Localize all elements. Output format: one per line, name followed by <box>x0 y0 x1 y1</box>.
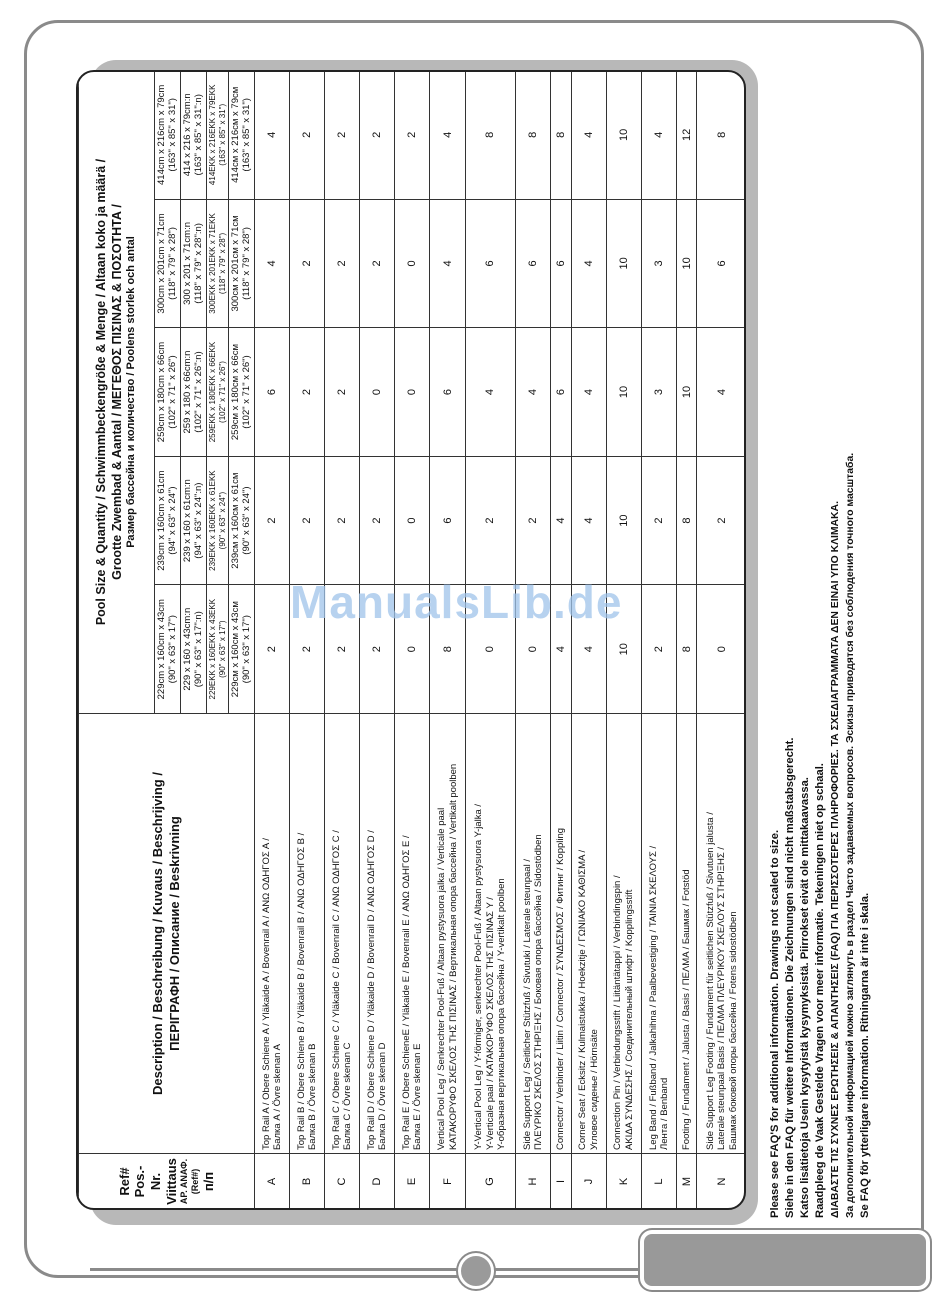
quantity-cell: 3 <box>641 328 676 457</box>
quantity-cell: 4 <box>697 328 746 457</box>
description-cell <box>641 714 676 1154</box>
quantity-cell: 3 <box>641 199 676 328</box>
quantity-cell: 2 <box>360 71 395 200</box>
table-row <box>430 71 465 1210</box>
size-cell: 259cm x 180cm x 66cm (102" x 71" x 26") <box>155 328 181 457</box>
description-line: Угловое сиденье / Hörnsäte <box>588 1029 600 1150</box>
description-line: Балка В / Övre skenan B <box>307 1043 319 1150</box>
quantity-cell: 0 <box>465 585 516 714</box>
table-row <box>325 71 360 1210</box>
footer-tab <box>640 1230 930 1290</box>
size-cell-gr: 300ΕΚΚ x 201ΕΚΚ x 71ΕΚΚ (118" x 79" x 28") <box>207 199 229 328</box>
size-cell-fi: 259 x 180 x 66cm:n (102" x 71" x 26":n) <box>181 328 207 457</box>
quantity-cell: 10 <box>676 328 696 457</box>
ref-cell: F <box>430 1154 465 1210</box>
pool-size-header-line: Pool Size & Quantity / Schwimmbeckengröße & Menge / Altaan koko ja määrä / <box>94 158 108 626</box>
ref-cell: D <box>360 1154 395 1210</box>
quantity-cell: 2 <box>290 328 325 457</box>
size-cell-fi: 300 x 201 x 71cm:n (118" x 79" x 28":n) <box>181 199 207 328</box>
table-row <box>697 71 746 1210</box>
description-line: Top Rail B / Obere Schiene B / Yläkaide B / Bovenrail B / ΑΝΩ ΟΔΗΓΟΣ Β / <box>295 832 307 1150</box>
size-cell-gr: 259ΕΚΚ x 180ΕΚΚ x 66ΕΚΚ (102" x 71" x 26") <box>207 328 229 457</box>
ref-cell: M <box>676 1154 696 1210</box>
ref-cell: J <box>571 1154 606 1210</box>
pool-size-header <box>79 71 155 714</box>
description-cell <box>551 714 571 1154</box>
size-cell: 300cm x 201cm x 71cm (118" x 79" x 28") <box>155 199 181 328</box>
quantity-cell: 2 <box>255 456 290 585</box>
description-line: Side Support Leg / Seitlicher Stützfuß / Sivutuki / Laterale steunpaal / <box>521 859 533 1150</box>
quantity-cell: 4 <box>551 585 571 714</box>
pool-size-header-line: Grootte Zwembad & Aantal / ΜΕΓΕΘΟΣ ΠΙΣΙΝΑΣ & ΠΟΣΟΤΗΤΑ / <box>109 204 124 580</box>
quantity-cell: 4 <box>571 71 606 200</box>
quantity-cell: 2 <box>325 328 360 457</box>
quantity-cell: 4 <box>571 585 606 714</box>
quantity-cell: 4 <box>430 199 465 328</box>
description-line: Башмак боковой опоры бассейна / Fotens sidostödben <box>727 911 739 1150</box>
quantity-cell: 4 <box>255 71 290 200</box>
description-header-line: ΠΕΡΙΓΡΑΦΗ / Описание / Beskrivning <box>166 816 182 1051</box>
quantity-cell: 4 <box>551 456 571 585</box>
table-row <box>516 71 551 1210</box>
description-line: ΠΛΕΥΡΙΚΟ ΣΚΕΛΟΣ ΣΤΗΡΙΞΗΣ / Боковая опора бассейна / Sidostödben <box>533 834 545 1150</box>
quantity-cell: 4 <box>516 328 551 457</box>
description-header <box>79 714 255 1154</box>
description-line: Top Rail C / Obere Schiene C / Yläkaide C / Bovenrail C / ΑΝΩ ΟΔΗΓΟΣ C / <box>330 830 342 1150</box>
description-line: Footing / Fundament / Jalusta / Basis / ΠΕΛΜΑ / Башмак / Fotstöd <box>680 869 692 1150</box>
quantity-cell: 6 <box>697 199 746 328</box>
parts-table <box>78 70 746 1210</box>
ref-header-line: ΑΡ. ΑΝΑΦ. <box>179 1158 190 1205</box>
quantity-cell: 2 <box>360 199 395 328</box>
quantity-cell: 2 <box>325 199 360 328</box>
quantity-cell: 8 <box>465 71 516 200</box>
note-line: Katso lisätietoja Usein kysytyistä kysymyksistä. Piirrokset eivät ole mittakaavassa. <box>799 777 811 1218</box>
pool-size-header-line: Размер бассейна и количество / Poolens storlek och antal <box>125 236 138 548</box>
description-cell <box>516 714 551 1154</box>
parts-table-rotated <box>78 70 746 1210</box>
description-line: Балка D / Övre skenan D <box>377 1042 389 1150</box>
note-line: За дополнительной информацией можно заглянуть в раздел Часто задаваемых вопросов. Эскизы приводятся без соблюдения точного масштаба. <box>845 452 856 1218</box>
quantity-cell: 2 <box>395 71 430 200</box>
description-line: Лента / Benband <box>658 1077 670 1150</box>
quantity-cell: 2 <box>255 585 290 714</box>
description-line: ΑΚΙΔΑ ΣΥΝΔΕΣΗΣ / Соединительный штифт / Kopplingsstift <box>623 889 635 1150</box>
table-row <box>465 71 516 1210</box>
quantity-cell: 2 <box>360 585 395 714</box>
quantity-cell: 0 <box>697 585 746 714</box>
size-cell-fi: 414 x 216 x 79cm:n (163" x 85" x 31":n) <box>181 71 207 200</box>
description-cell <box>255 714 290 1154</box>
quantity-cell: 4 <box>430 71 465 200</box>
table-row <box>255 71 290 1210</box>
footer-dot <box>458 1253 494 1289</box>
quantity-cell: 10 <box>606 71 641 200</box>
quantity-cell: 2 <box>641 456 676 585</box>
watermark: ManualsLib.de <box>290 576 623 628</box>
quantity-cell: 4 <box>255 199 290 328</box>
size-cell: 229cm x 160cm x 43cm (90" x 63" x 17") <box>155 585 181 714</box>
quantity-cell: 2 <box>325 71 360 200</box>
quantity-cell: 6 <box>255 328 290 457</box>
quantity-cell: 2 <box>290 71 325 200</box>
quantity-cell: 8 <box>551 71 571 200</box>
parts-table-box <box>76 70 746 1210</box>
quantity-cell: 10 <box>606 456 641 585</box>
ref-cell: H <box>516 1154 551 1210</box>
ref-header-line: Pos.-Nr. <box>132 1165 163 1198</box>
notes-block <box>768 118 888 1218</box>
table-row <box>676 71 696 1210</box>
table-row <box>395 71 430 1210</box>
description-line: Y-Vertical Pool Leg / Y-förmiger, senkrechter Pool-Fuß / Altaan pystysuora Y-jalka / <box>473 803 485 1150</box>
table-row <box>606 71 641 1210</box>
ref-header-line: Ref# <box>116 1167 132 1196</box>
quantity-cell: 2 <box>325 456 360 585</box>
quantity-cell: 6 <box>516 199 551 328</box>
quantity-cell: 2 <box>290 199 325 328</box>
quantity-cell: 2 <box>290 456 325 585</box>
quantity-cell: 4 <box>571 199 606 328</box>
ref-cell: G <box>465 1154 516 1210</box>
quantity-cell: 6 <box>430 328 465 457</box>
description-line: Top Rail A / Obere Schiene A / Yläkaide A / Bovenrail A / ΑΝΩ ΟΔΗΓΟΣ Α / <box>260 838 272 1150</box>
quantity-cell: 12 <box>676 71 696 200</box>
description-line: Балка А / Övre skenan A <box>272 1044 284 1150</box>
quantity-cell: 2 <box>360 456 395 585</box>
size-cell-gr: 229ΕΚΚ x 160ΕΚΚ x 43ΕΚΚ (90" x 63" x 17") <box>207 585 229 714</box>
size-cell-ru: 239см x 160см x 61см (90" x 63" x 24") <box>229 456 255 585</box>
quantity-cell: 0 <box>395 456 430 585</box>
ref-cell: I <box>551 1154 571 1210</box>
ref-cell: N <box>697 1154 746 1210</box>
quantity-cell: 2 <box>325 585 360 714</box>
table-row <box>551 71 571 1210</box>
footer-line <box>90 1268 650 1271</box>
quantity-cell: 10 <box>676 199 696 328</box>
ref-header-line: (Ref#) <box>189 1168 200 1195</box>
table-row <box>360 71 395 1210</box>
quantity-cell: 6 <box>551 328 571 457</box>
quantity-cell: 6 <box>465 199 516 328</box>
quantity-cell: 4 <box>641 71 676 200</box>
description-cell <box>606 714 641 1154</box>
size-cell-fi: 229 x 160 x 43cm:n (90" x 63" x 17":n) <box>181 585 207 714</box>
quantity-cell: 2 <box>641 585 676 714</box>
quantity-cell: 8 <box>430 585 465 714</box>
description-header-line: Description / Beschreibung / Kuvaus / Beschrijving / <box>150 772 166 1095</box>
quantity-cell: 10 <box>606 585 641 714</box>
table-row <box>571 71 606 1210</box>
description-cell <box>290 714 325 1154</box>
quantity-cell: 8 <box>697 71 746 200</box>
description-cell <box>571 714 606 1154</box>
ref-header-line: п/п <box>200 1171 216 1192</box>
size-cell-ru: 259см x 180см x 66см (102" x 71" x 26") <box>229 328 255 457</box>
note-line: Raadpleeg de Vaak Gestelde Vragen voor meer informatie. Tekeningen niet op schaal. <box>814 763 826 1218</box>
description-line: Top Rail E / Obere SchieneE / Yläkaide E / Bovenrail E / ΑΝΩ ΟΔΗΓΟΣ Ε / <box>401 835 413 1150</box>
quantity-cell: 0 <box>395 585 430 714</box>
quantity-cell: 8 <box>516 71 551 200</box>
description-cell <box>430 714 465 1154</box>
quantity-cell: 0 <box>395 328 430 457</box>
ref-cell: L <box>641 1154 676 1210</box>
description-cell <box>465 714 516 1154</box>
note-line: Please see FAQ'S for additional information. Drawings not scaled to size. <box>769 829 781 1218</box>
size-cell-ru: 229см x 160см x 43см (90" x 63" x 17") <box>229 585 255 714</box>
quantity-cell: 4 <box>571 456 606 585</box>
note-line: Se FAQ för ytterligare information. Ritningarna är inte i skala. <box>859 892 871 1218</box>
ref-cell: K <box>606 1154 641 1210</box>
size-cell: 414cm x 216cm x 79cm (163" x 85" x 31") <box>155 71 181 200</box>
note-line: ΔΙΑΒΑΣΤΕ ΤΙΣ ΣΥΧΝΕΣ ΕΡΩΤΗΣΕΙΣ & ΑΠΑΝΤΗΣΕΙΣ (FAQ) ΓΙΑ ΠΕΡΙΣΣΟΤΕΡΕΣ ΠΛΗΡΟΦΟΡΙΕΣ. ΤΑ ΣΧΕΔΙΑΓΡΑΜΜΑΤΑ ΔΕΝ ΕΙΝΑΙ ΥΠΟ ΚΛΙΜΑΚΑ. <box>830 501 841 1218</box>
quantity-cell: 4 <box>571 328 606 457</box>
size-cell-gr: 239ΕΚΚ x 160ΕΚΚ x 61ΕΚΚ (90" x 63" x 24") <box>207 456 229 585</box>
size-cell-fi: 239 x 160 x 61cm:n (94" x 63" x 24":n) <box>181 456 207 585</box>
ref-cell: C <box>325 1154 360 1210</box>
ref-header-line: Viittaus <box>163 1158 179 1205</box>
ref-cell: E <box>395 1154 430 1210</box>
description-cell <box>360 714 395 1154</box>
size-cell-gr: 414ΕΚΚ x 216ΕΚΚ x 79ΕΚΚ (163" x 85" x 31") <box>207 71 229 200</box>
quantity-cell: 6 <box>551 199 571 328</box>
description-line: Y-Verticale paal / ΚΑΤΑΚΟΡΥΦΟ ΣΚΕΛΟΣ ΤΗΣ ΠΙΣΙΝΑΣ Y / <box>484 897 496 1150</box>
note-line: Siehe in den FAQ für weitere Informationen. Die Zeichnungen sind nicht maßstabsgerecht. <box>784 737 796 1218</box>
quantity-cell: 0 <box>395 199 430 328</box>
description-line: Side Support Leg Footing / Fundament für seitlichen Stützfuß / Sivutuen jalusta / <box>705 812 717 1150</box>
description-line: Laterale steunpaal Basis / ΠΕΛΜΑ ΠΛΕΥΡΙΚΟΥ ΣΚΕΛΟΥΣ ΣΤΗΡΙΞΗΣ / <box>716 847 728 1150</box>
quantity-cell: 2 <box>465 456 516 585</box>
description-line: Corner Seat / Ecksitz / Kulmaistukka / Hoekzitje / ΓΩΝΙΑΚΟ ΚΑΘΙΣΜΑ / <box>577 849 589 1150</box>
quantity-cell: 8 <box>676 456 696 585</box>
description-line: Y-образная вертикальная опора бассейна / Y-vertikalt poolben <box>496 878 508 1150</box>
ref-cell: A <box>255 1154 290 1210</box>
size-cell-ru: 414см x 216см x 79см (163" x 85" x 31") <box>229 71 255 200</box>
description-line: Vertical Pool Leg / Senkrechter Pool-Fuß / Altaan pystysuora jalka / Verticale paal <box>436 807 448 1150</box>
description-cell <box>325 714 360 1154</box>
description-line: Connector / Verbinder / Liitin / Connector / ΣΥΝΔΕΣΜΟΣ / Фитинг / Koppling <box>555 827 567 1150</box>
description-line: ΚΑΤΑΚΟΡΥΦΟ ΣΚΕΛΟΣ ΤΗΣ ΠΙΣΙΝΑΣ / Вертикальная опора бассейна / Vertikalt poolben <box>447 763 459 1150</box>
quantity-cell: 0 <box>360 328 395 457</box>
quantity-cell: 10 <box>606 328 641 457</box>
description-line: Leg Band / Fußband / Jalkahihna / Paalbevestiging / ΤΑΙΝΙΑ ΣΚΕΛΟΥΣ / <box>647 845 659 1150</box>
quantity-cell: 10 <box>606 199 641 328</box>
size-cell-ru: 300см x 201см x 71см (118" x 79" x 28") <box>229 199 255 328</box>
quantity-cell: 8 <box>676 585 696 714</box>
ref-cell: B <box>290 1154 325 1210</box>
description-cell <box>697 714 746 1154</box>
description-cell <box>395 714 430 1154</box>
quantity-cell: 6 <box>430 456 465 585</box>
description-line: Балка E / Övre skenan E <box>412 1043 424 1150</box>
description-line: Балка С / Övre skenan C <box>342 1042 354 1150</box>
table-row <box>290 71 325 1210</box>
quantity-cell: 2 <box>516 456 551 585</box>
ref-header <box>79 1154 255 1210</box>
size-cell: 239cm x 160cm x 61cm (94" x 63" x 24") <box>155 456 181 585</box>
quantity-cell: 2 <box>290 585 325 714</box>
description-line: Connection Pin / Verbindungsstift / Liitäntätappi / Verbindingspin / <box>612 875 624 1150</box>
quantity-cell: 0 <box>516 585 551 714</box>
table-row <box>641 71 676 1210</box>
quantity-cell: 4 <box>465 328 516 457</box>
description-cell <box>676 714 696 1154</box>
quantity-cell: 2 <box>697 456 746 585</box>
description-line: Top Rail D / Obere Schiene D / Yläkaide D / Bovenrail D / ΑΝΩ ΟΔΗΓΟΣ D / <box>365 830 377 1150</box>
